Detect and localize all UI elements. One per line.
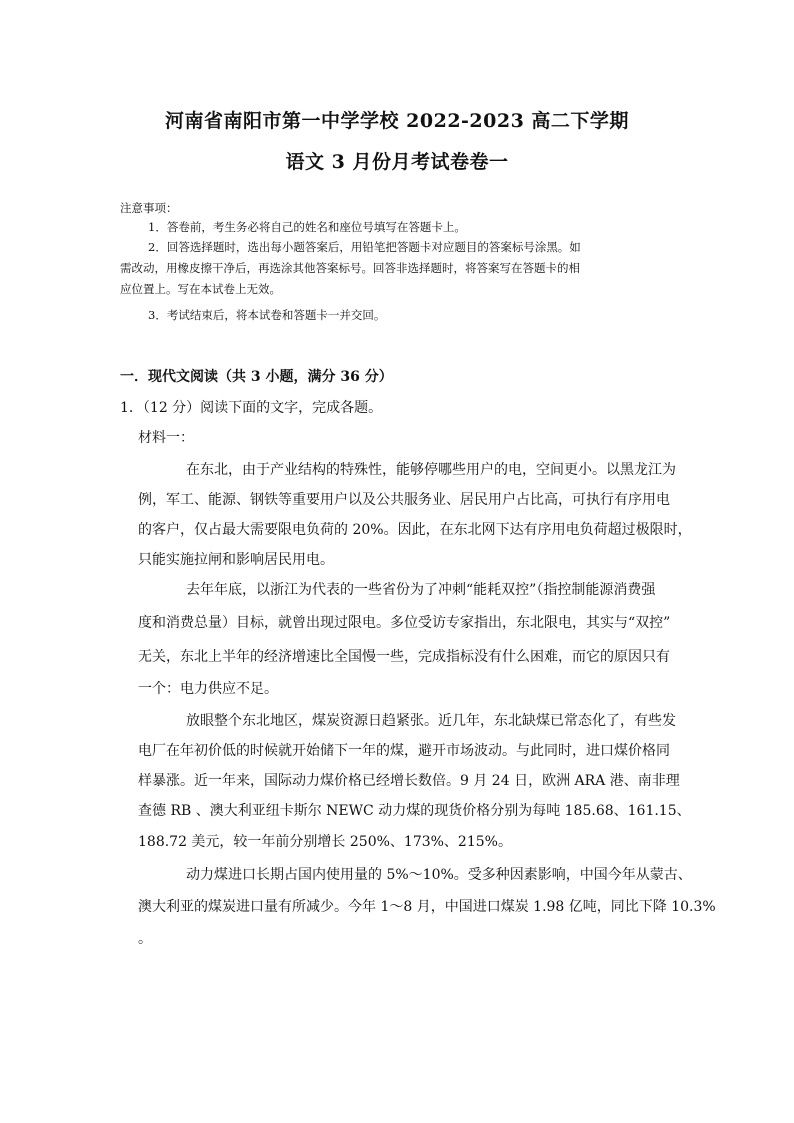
passage-line: 无关，东北上半年的经济增速比全国慢一些，完成指标没有什么困难，而它的原因只有 <box>138 649 670 665</box>
passage-line: 澳大利亚的煤炭进口量有所减少。今年 1～8 月，中国进口煤炭 1.98 亿吨，同比下降 10.3% <box>138 899 716 915</box>
exam-title-line1: 河南省南阳市第一中学学校 2022-2023 高二下学期 <box>165 110 629 132</box>
passage-line: 只能实施拉闸和影响居民用电。 <box>138 552 334 568</box>
notice-item-1: 1．答卷前，考生务必将自己的姓名和座位号填写在答题卡上。 <box>148 220 466 234</box>
passage-line: 。 <box>138 931 152 947</box>
material-label: 材料一： <box>138 430 194 446</box>
passage-line: 度和消费总量）目标，就曾出现过限电。多位受访专家指出，东北限电，其实与“双控” <box>138 615 671 631</box>
passage-line: 查德 RB 、澳大利亚纽卡斯尔 NEWC 动力煤的现货价格分别为每吨 185.68、161.15、 <box>138 803 691 819</box>
exam-title-line2: 语文 3 月份月考试卷卷一 <box>285 151 509 173</box>
notice-heading: 注意事项： <box>120 201 178 215</box>
passage-line: 样暴涨。近一年来，国际动力煤价格已经增长数倍。9 月 24 日，欧洲 ARA 港、南非理 <box>138 773 680 789</box>
passage-line: 去年年底，以浙江为代表的一些省份为了冲刺“能耗双控”（指控制能源消费强 <box>186 582 656 598</box>
passage-line: 放眼整个东北地区，煤炭资源日趋紧张。近几年，东北缺煤已常态化了，有些发 <box>186 713 676 729</box>
passage-line: 在东北，由于产业结构的特殊性，能够停哪些用户的电，空间更小。以黑龙江为 <box>186 462 676 478</box>
passage-line: 188.72 美元，较一年前分别增长 250%、173%、215%。 <box>138 834 512 850</box>
passage-line: 例，军工、能源、钢铁等重要用户以及公共服务业、居民用户占比高，可执行有序用电 <box>138 492 670 508</box>
section-heading: 一．现代文阅读（共 3 小题，满分 36 分） <box>120 369 393 385</box>
notice-item-2-line-2: 需改动，用橡皮擦干净后，再选涂其他答案标号。回答非选择题时，将答案写在答题卡的相 <box>120 261 580 275</box>
notice-item-2-line-1: 2．回答选择题时，选出每小题答案后，用铅笔把答题卡对应题目的答案标号涂黑。如 <box>148 240 581 254</box>
passage-line: 一个：电力供应不足。 <box>138 681 278 697</box>
passage-line: 电厂在年初价低的时候就开始储下一年的煤，避开市场波动。与此同时，进口煤价格同 <box>138 743 670 759</box>
notice-item-2-line-3: 应位置上。写在本试卷上无效。 <box>120 282 281 296</box>
notice-item-3: 3．考试结束后，将本试卷和答题卡一并交回。 <box>148 308 386 322</box>
question-1-prompt: 1．（12 分）阅读下面的文字，完成各题。 <box>120 400 383 416</box>
passage-line: 动力煤进口长期占国内使用量的 5%～10%。受多种因素影响，中国今年从蒙古、 <box>186 867 692 883</box>
passage-line: 的客户，仅占最大需要限电负荷的 20%。因此，在东北网下达有序用电负荷超过极限时， <box>138 522 692 538</box>
